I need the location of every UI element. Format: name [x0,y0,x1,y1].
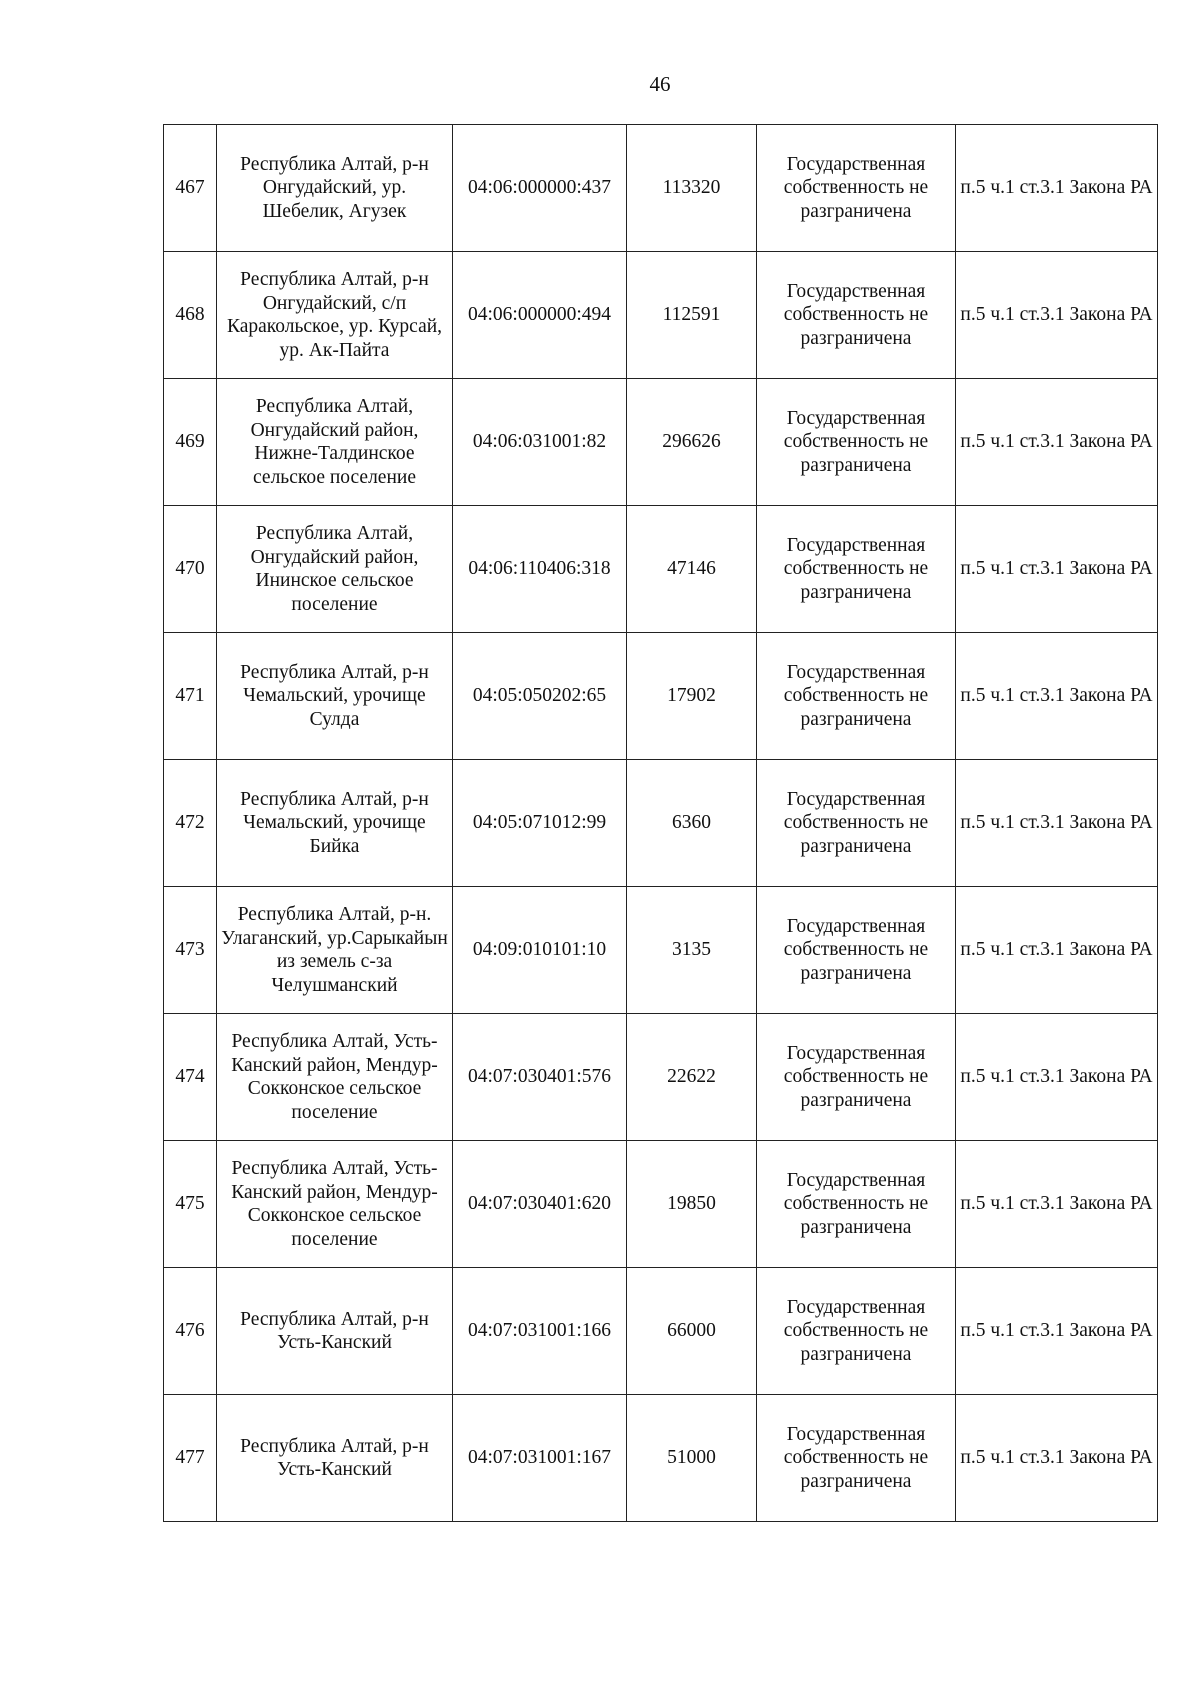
cadastral-number-cell: 04:06:031001:82 [453,379,627,506]
legal-basis-cell: п.5 ч.1 ст.3.1 Закона РА [956,760,1158,887]
legal-basis-cell: п.5 ч.1 ст.3.1 Закона РА [956,506,1158,633]
table-row [164,506,1158,633]
cadastral-number-cell: 04:07:031001:167 [453,1395,627,1522]
cadastral-number-cell: 04:05:050202:65 [453,633,627,760]
area-cell: 66000 [627,1268,757,1395]
ownership-cell: Государственная собственность не разграничена [757,252,956,379]
cadastral-number-cell: 04:06:110406:318 [453,506,627,633]
legal-basis-cell: п.5 ч.1 ст.3.1 Закона РА [956,1014,1158,1141]
row-number: 474 [164,1014,217,1141]
table-row [164,125,1158,252]
row-number: 471 [164,633,217,760]
cadastral-number-cell: 04:07:031001:166 [453,1268,627,1395]
ownership-cell: Государственная собственность не разграничена [757,125,956,252]
table-row [164,887,1158,1014]
address-cell: Республика Алтай, р-н Усть-Канский [217,1268,453,1395]
row-number: 472 [164,760,217,887]
ownership-cell: Государственная собственность не разграничена [757,887,956,1014]
ownership-cell: Государственная собственность не разграничена [757,760,956,887]
legal-basis-cell: п.5 ч.1 ст.3.1 Закона РА [956,125,1158,252]
ownership-cell: Государственная собственность не разграничена [757,1141,956,1268]
table-row [164,379,1158,506]
legal-basis-cell: п.5 ч.1 ст.3.1 Закона РА [956,379,1158,506]
ownership-cell: Государственная собственность не разграничена [757,379,956,506]
area-cell: 112591 [627,252,757,379]
page-number: 46 [649,72,671,96]
address-cell: Республика Алтай, р-н Усть-Канский [217,1395,453,1522]
legal-basis-cell: п.5 ч.1 ст.3.1 Закона РА [956,1268,1158,1395]
ownership-cell: Государственная собственность не разграничена [757,1268,956,1395]
address-cell: Республика Алтай, р-н Онгудайский, ур. Шебелик, Агузек [217,125,453,252]
row-number: 468 [164,252,217,379]
land-registry-table [163,124,1158,1522]
ownership-cell: Государственная собственность не разграничена [757,506,956,633]
row-number: 469 [164,379,217,506]
area-cell: 47146 [627,506,757,633]
legal-basis-cell: п.5 ч.1 ст.3.1 Закона РА [956,1141,1158,1268]
row-number: 477 [164,1395,217,1522]
area-cell: 6360 [627,760,757,887]
cadastral-number-cell: 04:06:000000:494 [453,252,627,379]
table-row [164,1395,1158,1522]
row-number: 475 [164,1141,217,1268]
area-cell: 3135 [627,887,757,1014]
cadastral-number-cell: 04:06:000000:437 [453,125,627,252]
legal-basis-cell: п.5 ч.1 ст.3.1 Закона РА [956,887,1158,1014]
area-cell: 17902 [627,633,757,760]
address-cell: Республика Алтай, р-н Онгудайский, с/п Каракольское, ур. Курсай, ур. Ак-Пайта [217,252,453,379]
address-cell: Республика Алтай, Усть-Канский район, Мендур-Сокконское сельское поселение [217,1141,453,1268]
row-number: 467 [164,125,217,252]
table-row [164,760,1158,887]
area-cell: 22622 [627,1014,757,1141]
address-cell: Республика Алтай, р-н Чемальский, урочище Бийка [217,760,453,887]
legal-basis-cell: п.5 ч.1 ст.3.1 Закона РА [956,633,1158,760]
cadastral-number-cell: 04:09:010101:10 [453,887,627,1014]
legal-basis-cell: п.5 ч.1 ст.3.1 Закона РА [956,1395,1158,1522]
area-cell: 296626 [627,379,757,506]
table-row [164,252,1158,379]
cadastral-number-cell: 04:05:071012:99 [453,760,627,887]
row-number: 473 [164,887,217,1014]
address-cell: Республика Алтай, р-н Чемальский, урочище Сулда [217,633,453,760]
legal-basis-cell: п.5 ч.1 ст.3.1 Закона РА [956,252,1158,379]
ownership-cell: Государственная собственность не разграничена [757,633,956,760]
cadastral-number-cell: 04:07:030401:620 [453,1141,627,1268]
table-row [164,633,1158,760]
address-cell: Республика Алтай, р-н. Улаганский, ур.Сарыкайын из земель с-за Челушманский [217,887,453,1014]
address-cell: Республика Алтай, Усть-Канский район, Мендур-Сокконское сельское поселение [217,1014,453,1141]
ownership-cell: Государственная собственность не разграничена [757,1395,956,1522]
table-row [164,1268,1158,1395]
area-cell: 51000 [627,1395,757,1522]
table-row [164,1141,1158,1268]
table-row [164,1014,1158,1141]
row-number: 470 [164,506,217,633]
address-cell: Республика Алтай, Онгудайский район, Ининское сельское поселение [217,506,453,633]
row-number: 476 [164,1268,217,1395]
ownership-cell: Государственная собственность не разграничена [757,1014,956,1141]
cadastral-number-cell: 04:07:030401:576 [453,1014,627,1141]
area-cell: 113320 [627,125,757,252]
area-cell: 19850 [627,1141,757,1268]
address-cell: Республика Алтай, Онгудайский район, Нижне-Талдинское сельское поселение [217,379,453,506]
